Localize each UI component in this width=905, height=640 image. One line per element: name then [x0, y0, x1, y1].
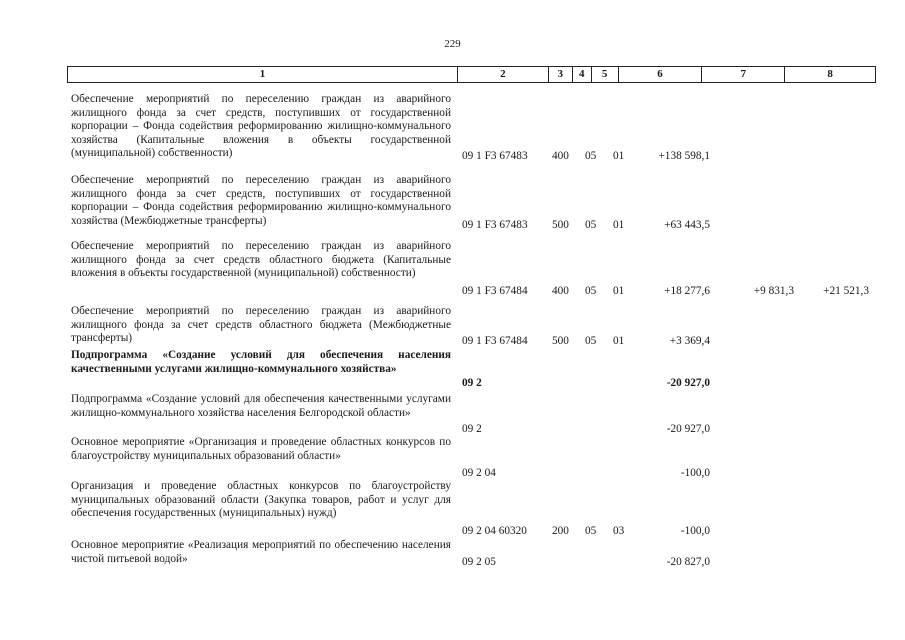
header-col-1: 1 [68, 67, 458, 82]
header-col-8: 8 [827, 68, 833, 80]
target-article-code: 09 2 [462, 377, 482, 389]
row-description: Обеспечение мероприятий по переселению граждан из аварийного жилищного фонда за счет средств, поступивших от государственной корпорации – Фонда содействия реформированию жилищно-коммунального хозяйства (Капитальные вложения в объекты государственной (муниципальной) собственности) [71, 93, 451, 159]
row-description: Основное мероприятие «Реализация мероприятий по обеспечению населения чистой питьевой водой» [71, 539, 451, 565]
amount-col-7: +9 831,3 [753, 285, 794, 297]
target-article-code: 09 2 05 [462, 556, 496, 568]
row-description: Подпрограмма «Создание условий для обеспечения населения качественными услугами жилищно-коммунального хозяйства» [71, 349, 451, 375]
header-col-2: 2 [458, 67, 549, 82]
amount-col-6: -20 927,0 [666, 423, 710, 435]
amount-col-6: -100,0 [680, 525, 710, 537]
target-article-code: 09 1 F3 67483 [462, 219, 528, 231]
amount-col-6: -100,0 [680, 467, 710, 479]
expense-type-code: 400 [552, 285, 569, 297]
expense-type-code: 200 [552, 525, 569, 537]
subsection-code: 01 [613, 219, 625, 231]
expense-type-code: 500 [552, 335, 569, 347]
amount-col-6: +63 443,5 [664, 219, 710, 231]
amount-col-8: +21 521,3 [823, 285, 869, 297]
section-code: 05 [585, 335, 597, 347]
subsection-code: 01 [613, 150, 625, 162]
expense-type-code: 400 [552, 150, 569, 162]
target-article-code: 09 2 04 [462, 467, 496, 479]
table-header [67, 66, 876, 83]
row-description: Обеспечение мероприятий по переселению граждан из аварийного жилищного фонда за счет средств областного бюджета (Межбюджетные трансферты) [71, 305, 451, 344]
page-number: 229 [444, 38, 461, 50]
section-code: 05 [585, 525, 597, 537]
header-col-3: 3 [549, 67, 573, 82]
row-description: Обеспечение мероприятий по переселению граждан из аварийного жилищного фонда за счет средств, поступивших от государственной корпорации – Фонда содействия реформированию жилищно-коммунального хозяйства (Межбюджетные трансферты) [71, 174, 451, 227]
amount-col-6: +18 277,6 [664, 285, 710, 297]
expense-type-code: 500 [552, 219, 569, 231]
section-code: 05 [585, 285, 597, 297]
row-description: Основное мероприятие «Организация и проведение областных конкурсов по благоустройству муниципальных образований области» [71, 436, 451, 462]
row-description: Организация и проведение областных конкурсов по благоустройству муниципальных образований области (Закупка товаров, работ и услуг для обеспечения государственных (муниципальных) нужд) [71, 480, 451, 519]
amount-col-6: -20 927,0 [666, 377, 710, 389]
amount-col-6: +3 369,4 [669, 335, 710, 347]
target-article-code: 09 2 [462, 423, 482, 435]
row-description: Обеспечение мероприятий по переселению граждан из аварийного жилищного фонда за счет средств областного бюджета (Капитальные вложения в объекты государственной (муниципальной) собственности) [71, 240, 451, 279]
target-article-code: 09 1 F3 67484 [462, 285, 528, 297]
section-code: 05 [585, 219, 597, 231]
subsection-code: 01 [613, 335, 625, 347]
target-article-code: 09 1 F3 67484 [462, 335, 528, 347]
target-article-code: 09 2 04 60320 [462, 525, 527, 537]
subsection-code: 01 [613, 285, 625, 297]
header-col-4: 4 [573, 67, 592, 82]
target-article-code: 09 1 F3 67483 [462, 150, 528, 162]
row-description: Подпрограмма «Создание условий для обеспечения качественными услугами жилищно-коммунального хозяйства населения Белгородской области» [71, 393, 451, 419]
amount-col-6: -20 827,0 [666, 556, 710, 568]
header-col-5: 5 [592, 67, 619, 82]
section-code: 05 [585, 150, 597, 162]
header-col-6: 6 [619, 67, 703, 82]
subsection-code: 03 [613, 525, 625, 537]
header-col-7: 7 [702, 67, 785, 82]
amount-col-6: +138 598,1 [658, 150, 710, 162]
